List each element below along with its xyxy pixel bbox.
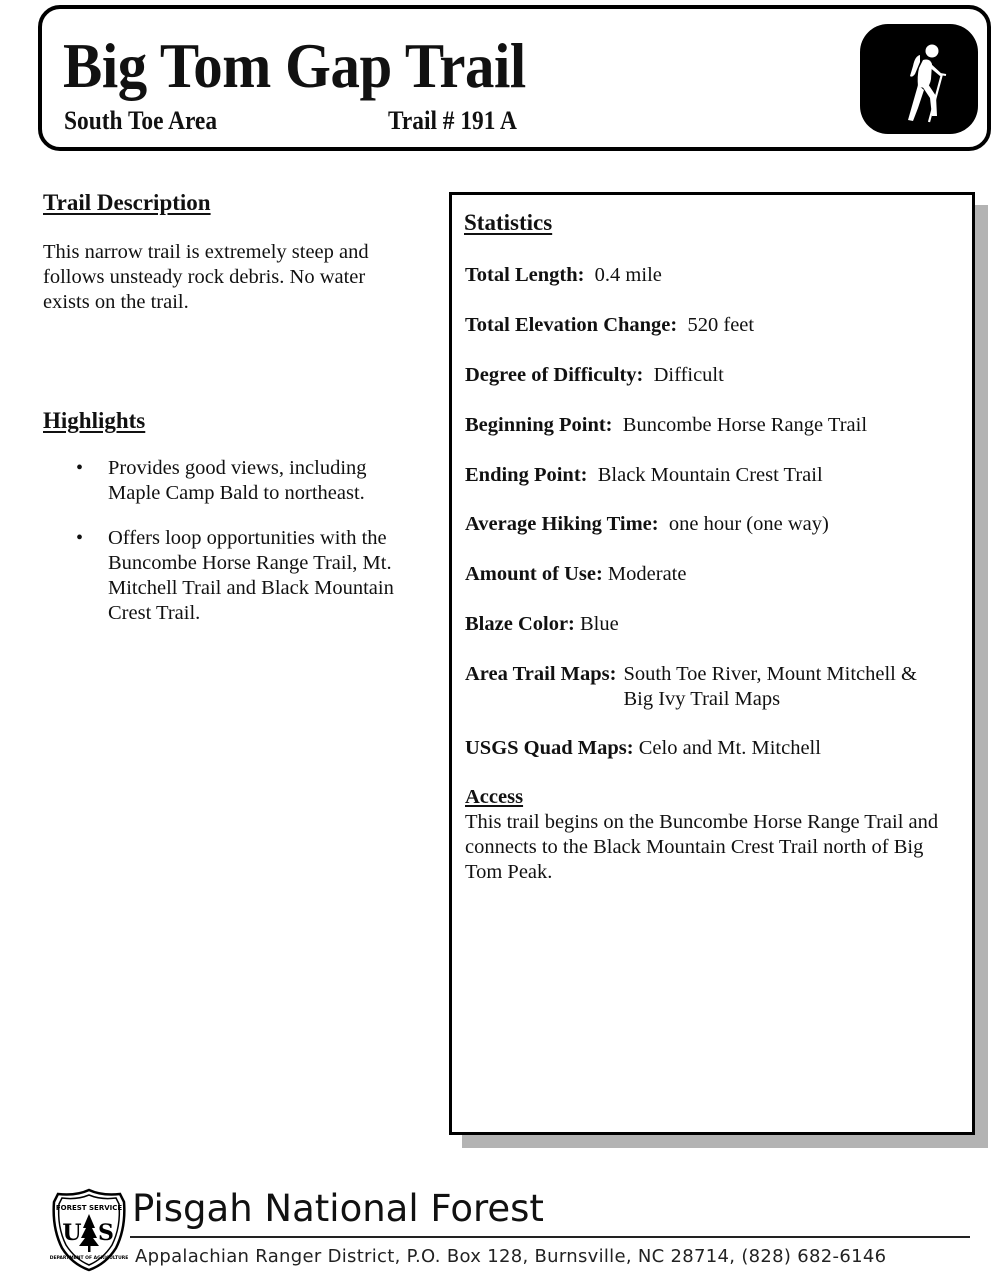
bullet-icon: • [76,527,84,549]
stat-value: one hour (one way) [668,513,829,535]
stat-label: Amount of Use: [465,563,603,585]
stat-beginning-point [465,413,867,438]
trail-title: Big Tom Gap Trail [63,30,526,101]
stat-label: Total Elevation Change: [465,314,678,336]
hiker-icon [860,24,978,134]
stat-value: South Toe River, Mount Mitchell & Big Ivy Trail Maps [623,663,917,710]
highlight-text: Offers loop opportunities with the Buncombe Horse Range Trail, Mt. Mitchell Trail and Black Mountain Crest Trail. [108,527,394,624]
highlight-text: Provides good views, including Maple Camp Bald to northeast. [108,457,367,504]
stat-difficulty [465,363,724,388]
stat-hiking-time [465,512,829,537]
district-address: Appalachian Ranger District, P.O. Box 128, Burnsville, NC 28714, (828) 682-6146 [135,1246,887,1267]
trail-description-text: This narrow trail is extremely steep and follows unsteady rock debris. No water exists on the trail. [43,241,369,313]
stat-value: Moderate [607,563,687,585]
stat-label: Degree of Difficulty: [465,364,644,386]
highlights-heading: Highlights [43,408,146,433]
stat-value: Black Mountain Crest Trail [597,464,823,486]
stat-value: 520 feet [687,314,755,336]
footer-divider [130,1236,970,1238]
stat-label: Area Trail Maps: [465,663,617,685]
stat-label: USGS Quad Maps: [465,737,634,759]
svg-text:DEPARTMENT OF AGRICULTURE: DEPARTMENT OF AGRICULTURE [50,1256,128,1261]
statistics-box [449,192,975,1135]
stat-label: Blaze Color: [465,613,575,635]
stat-blaze-color [465,612,619,637]
highlights-list [0,456,440,646]
stat-ending-point [465,463,823,488]
forest-name: Pisgah National Forest [132,1187,544,1230]
stat-value: Buncombe Horse Range Trail [622,414,868,436]
stat-label: Beginning Point: [465,414,613,436]
logo-top-text: FOREST SERVICE [55,1204,123,1212]
trail-number: Trail # 191 A [388,106,517,135]
access-text: This trail begins on the Buncombe Horse Range Trail and connects to the Black Mountain Crest Trail north of Big Tom Peak. [465,811,939,883]
statistics-heading: Statistics [464,210,553,235]
svg-text:U: U [62,1220,82,1246]
stat-label: Total Length: [465,264,585,286]
bullet-icon: • [76,457,84,479]
access-section [465,785,960,885]
stat-elevation-change [465,313,754,338]
svg-text:S: S [98,1220,114,1246]
highlight-item [0,526,418,626]
trail-header [38,5,991,151]
stat-value: 0.4 mile [594,264,662,286]
highlight-item [0,456,418,506]
area-name: South Toe Area [64,106,218,135]
stat-usgs-quad-maps [465,736,821,761]
stat-total-length [465,263,662,288]
trail-description-heading: Trail Description [43,190,211,215]
stat-label: Ending Point: [465,464,588,486]
stat-area-trail-maps [465,662,943,712]
stat-amount-of-use [465,562,686,587]
stat-value: Difficult [653,364,724,386]
stat-value: Celo and Mt. Mitchell [638,737,821,759]
stat-label: Average Hiking Time: [465,513,659,535]
stat-value: Blue [580,613,619,635]
access-heading: Access [465,786,524,808]
usfs-shield-icon [50,1188,128,1272]
